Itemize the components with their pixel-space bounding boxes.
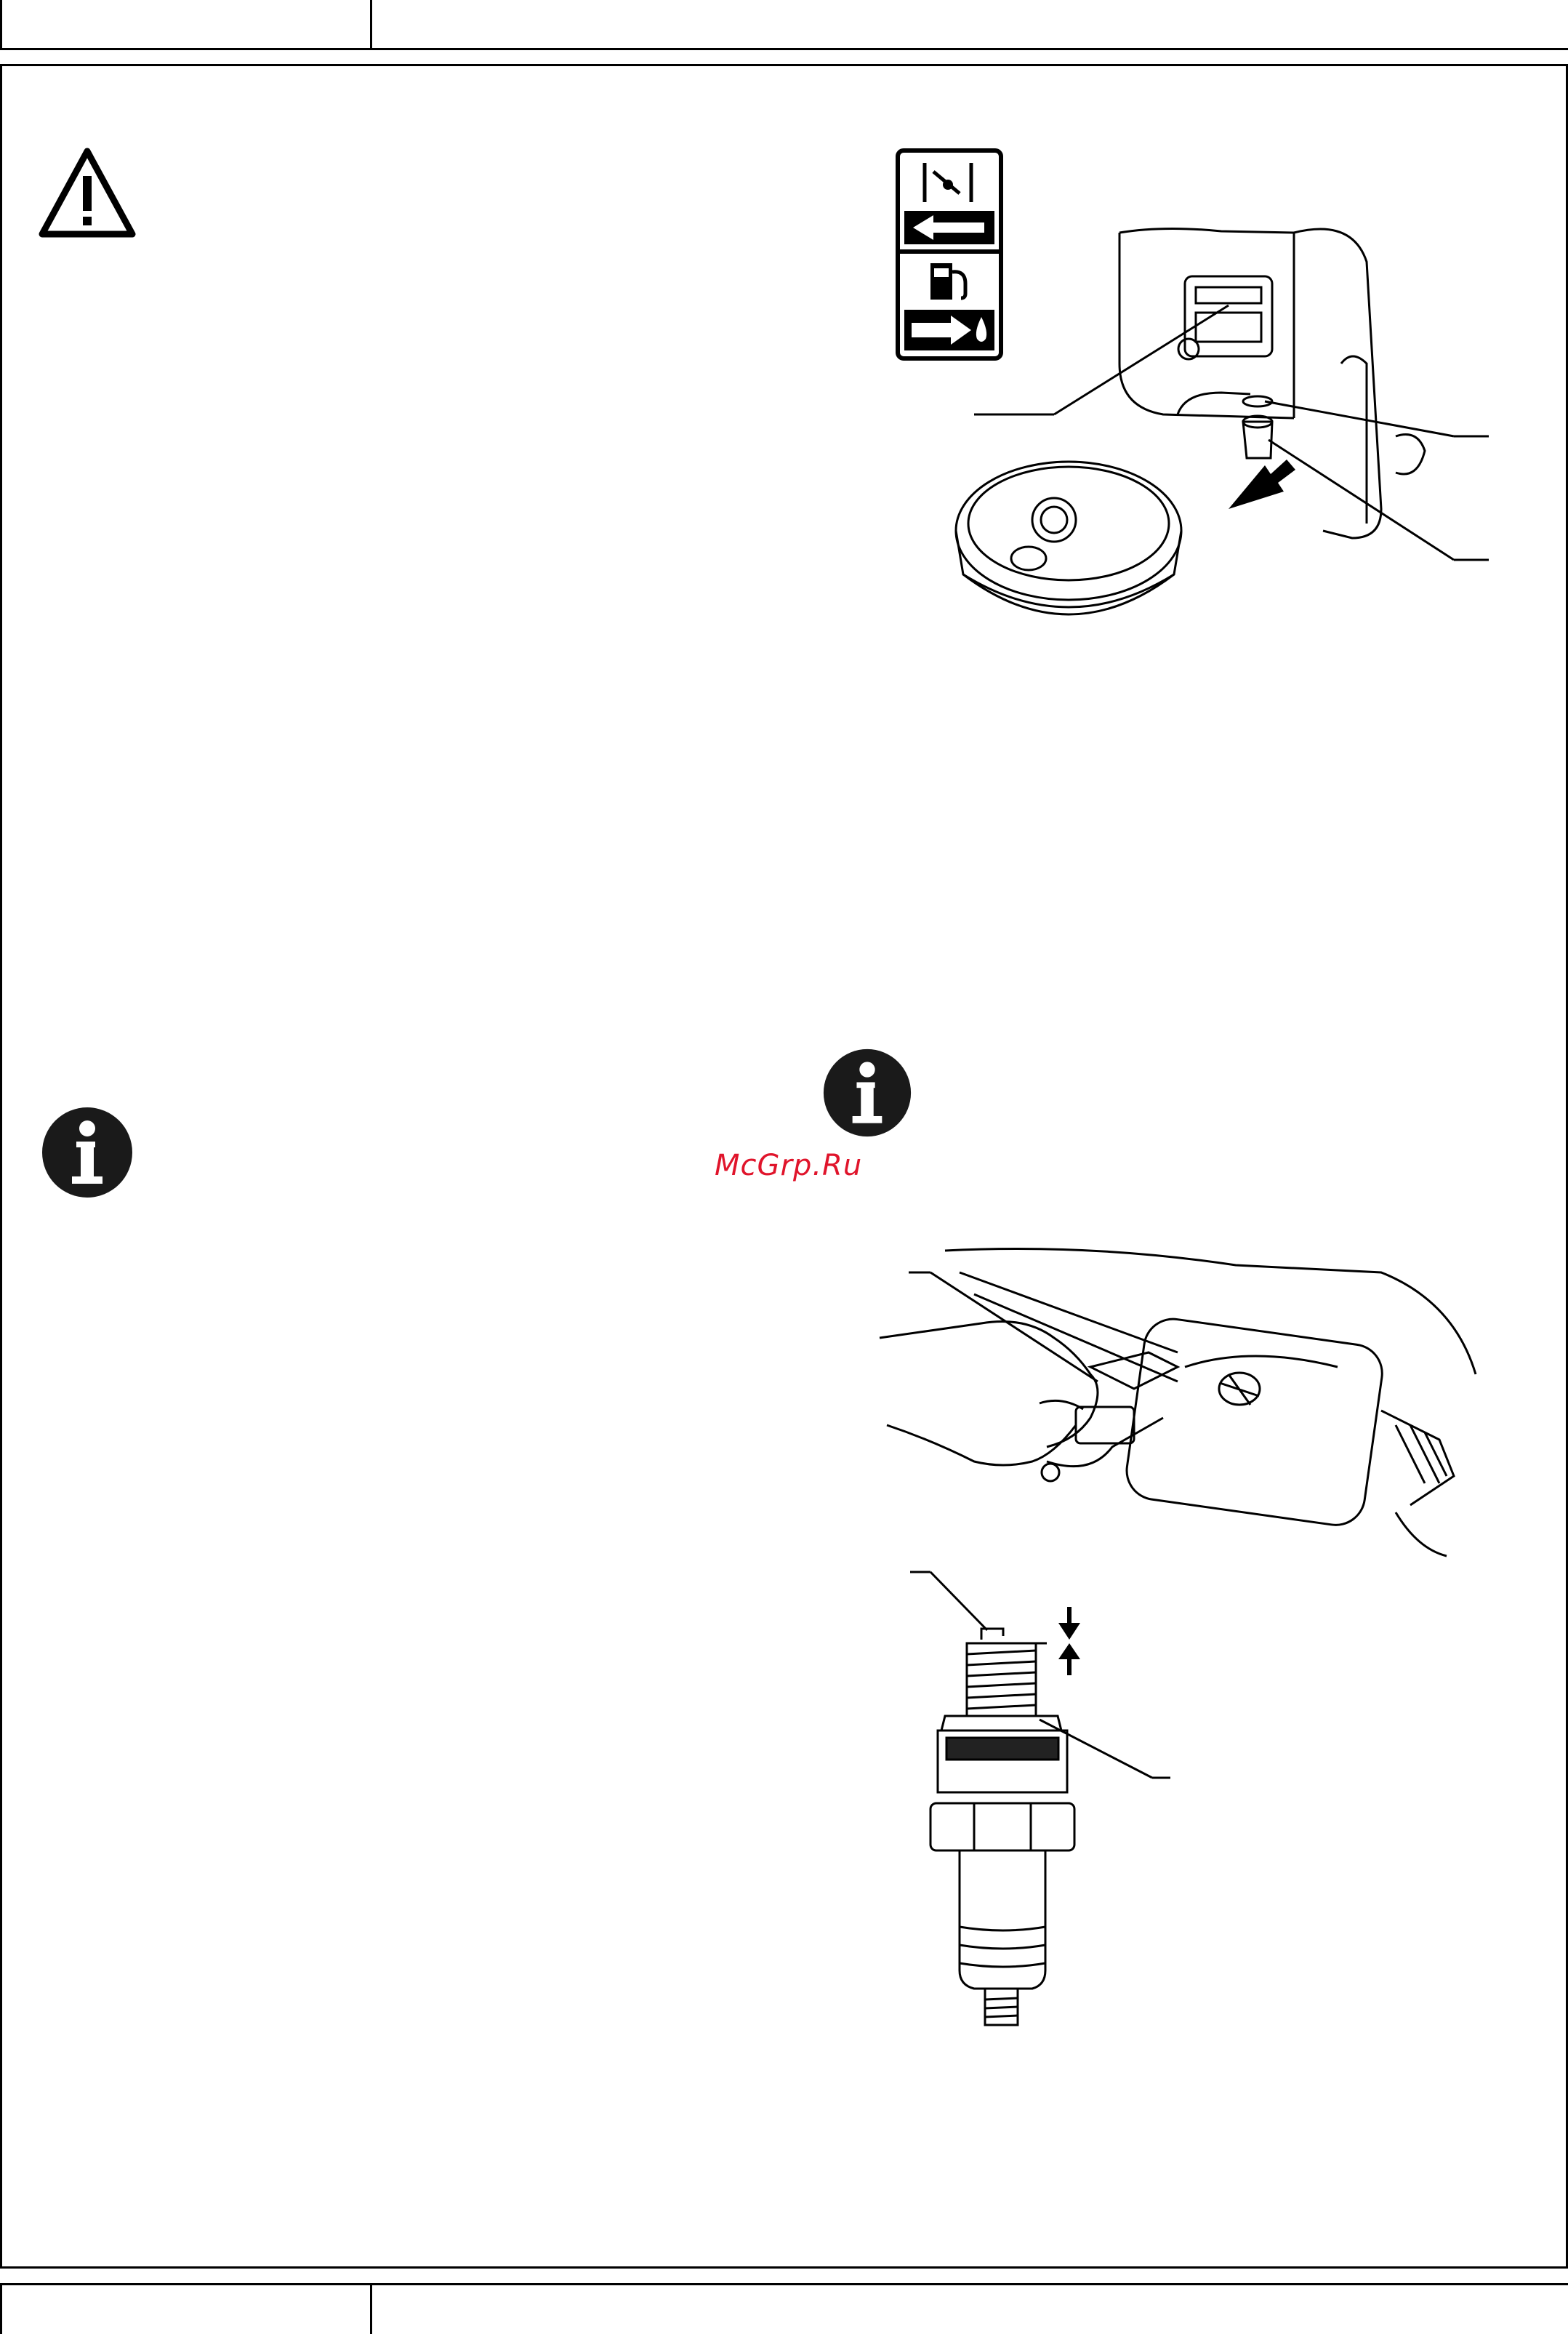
watermark: McGrp.Ru — [715, 1149, 863, 1182]
spark-plug-removal-illustration — [872, 1243, 1483, 1592]
warning-triangle-icon — [36, 145, 138, 240]
info-icon — [40, 1105, 134, 1200]
fuel-sediment-cup-illustration — [945, 218, 1497, 654]
info-icon — [821, 1047, 913, 1139]
spark-plug-gap-illustration — [901, 1563, 1192, 2058]
